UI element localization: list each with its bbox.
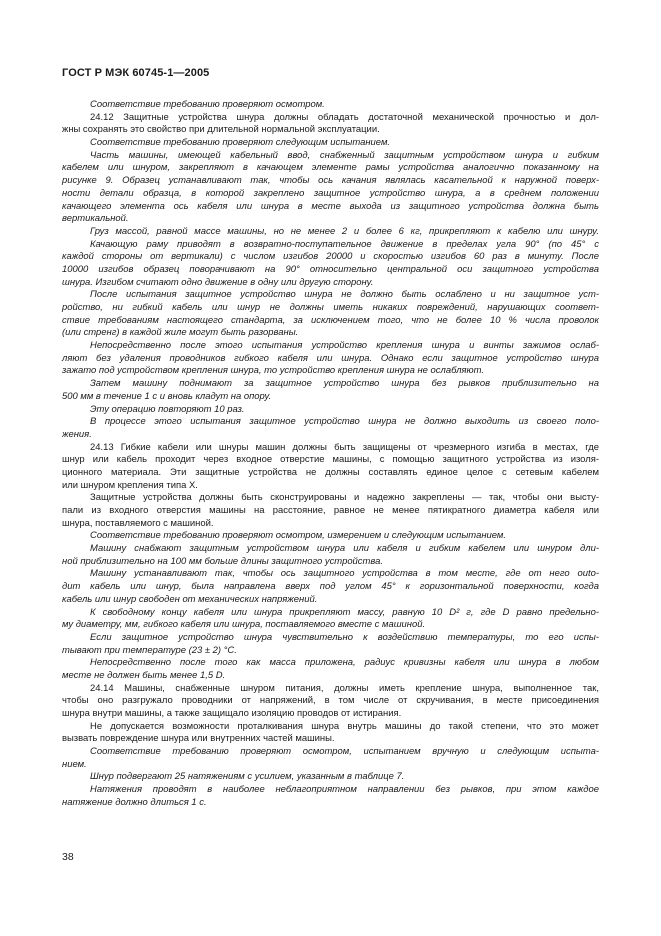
text-line: (или стренг) в каждой жиле могут быть разорваны. xyxy=(62,327,299,339)
text-line: ляют без удаления проводников гибкого кабеля или шнура. Однако если защитное устройство шнура xyxy=(62,352,599,364)
text-line: 24.13 Гибкие кабели или шнуры машин должны быть защищены от чрезмерного изгиба в местах, где xyxy=(90,441,599,453)
text-line: Соответствие требованию проверяют следующим испытанием. xyxy=(90,137,391,149)
text-line: шнур или кабель проходит через входное отверстие машины, с помощью защитного устройства из изоля- xyxy=(62,454,599,466)
document-header: ГОСТ Р МЭК 60745-1—2005 xyxy=(62,67,210,79)
text-line: шнура. Изгибом считают одно движение в одну или другую сторону. xyxy=(62,276,374,288)
text-line: Непосредственно после этого испытания устройство крепления шнура и винты зажимов ослаб- xyxy=(90,340,599,352)
text-line: Качающую раму приводят в возвратно-поступательное движение в пределах угла 90° (по 45° с xyxy=(90,238,599,250)
text-line: Груз массой, равной массе машины, но не менее 2 и более 6 кг, прикрепляют к кабелю или шнуру. xyxy=(90,225,599,237)
text-line: вызвать повреждение шнура или внутренних частей машины. xyxy=(62,733,335,745)
text-line: пали из входного отверстия машины на расстояние, равное не менее пятикратного диаметра кабеля или xyxy=(62,505,599,516)
text-line: жения. xyxy=(62,428,92,440)
text-line: Часть машины, имеющей кабельный ввод, снабженный защитным устройством шнура и гибким xyxy=(90,149,599,161)
text-line: Защитные устройства должны быть сконструированы и надежно закреплены — так, чтобы они высту- xyxy=(90,492,599,504)
text-line: ной приблизительно на 100 мм больше длины защитного устройства. xyxy=(62,555,383,567)
page-number: 38 xyxy=(62,851,74,863)
text-line: или шнуром крепления типа X. xyxy=(62,479,198,491)
text-line: кабелем или шнуром, закрепляют в качающем элементе рамы устройства аналогично показанному на xyxy=(62,162,599,174)
text-line: Эту операцию повторяют 10 раз. xyxy=(90,403,245,415)
text-line: вертикальной. xyxy=(62,213,129,225)
text-line: ствие требованиям настоящего стандарта, за исключением того, что не более 10 % числа проволок xyxy=(62,314,599,326)
text-line: Не допускается возможности проталкивания шнура внутрь машины до такой степени, что это может xyxy=(90,720,599,732)
text-line: качающего элемента ось кабеля или шнура в месте выхода из защитного устройства должна быть xyxy=(62,200,599,212)
text-line: ности детали образца, в которой закреплено защитное устройство шнура, а в среднем положении xyxy=(62,187,599,199)
text-line: Непосредственно после того как масса приложена, радиус кривизны кабеля или шнура в любом xyxy=(90,657,599,669)
text-line: Соответствие требованию проверяют осмотром. xyxy=(90,99,325,110)
text-line: шнура, поставляемого с машиной. xyxy=(62,517,214,529)
text-line: зажато под устройством крепления шнура, то устройство крепления шнура не ослабляют. xyxy=(62,365,485,377)
text-line: Затем машину поднимают за защитное устройство шнура без рывков приблизительно на xyxy=(90,378,599,390)
text-line: дит кабель или шнур, была направлена вверх под углом 45° к горизонтальной поверхности, когда xyxy=(62,581,599,593)
text-line: ройство, ни гибкий кабель или шнур не должны иметь никаких повреждений, нарушающих соответ- xyxy=(62,302,599,313)
text-line: тывают при температуре (23 ± 2) °С. xyxy=(62,644,237,656)
text-line: Если защитное устройство шнура чувствительно к воздействию температуры, то его испы- xyxy=(90,631,599,643)
text-line: 24.12 Защитные устройства шнура должны обладать достаточной механической прочностью и дол- xyxy=(90,111,599,123)
text-line: 500 мм в течение 1 с и вновь кладут на опору. xyxy=(62,390,272,402)
text-line: ционного материала. Эти защитные устройства не должны составлять единое целое с сетевым кабелем xyxy=(62,466,599,478)
text-line: После испытания защитное устройство шнура не должно быть ослаблено и ни защитное уст- xyxy=(90,289,599,301)
text-line: К свободному концу кабеля или шнура прикрепляют массу, равную 10 D² г, где D равно предельно- xyxy=(90,606,599,618)
text-line: Машину снабжают защитным устройством шнура или кабеля и гибким кабелем или шнуром дли- xyxy=(90,543,599,555)
text-line: 24.14 Машины, снабженные шнуром питания, должны иметь крепление шнура, выполненное так, xyxy=(90,682,599,694)
text-line: Соответствие требованию проверяют осмотром, испытанием вручную и следующим испыта- xyxy=(90,746,599,758)
text-line: жны сохранять это свойство при длительной нормальной эксплуатации. xyxy=(62,124,380,136)
text-line: Натяжения проводят в наиболее неблагоприятном направлении без рывков, при этом каждое xyxy=(90,784,599,796)
text-line: натяжение должно длиться 1 с. xyxy=(62,796,207,808)
text-line: Шнур подвергают 25 натяжениям с усилием, указанным в таблице 7. xyxy=(90,771,405,783)
text-line: нием. xyxy=(62,758,87,770)
text-line: му диаметру, мм, гибкого кабеля или шнура, поставляемого вместе с машиной. xyxy=(62,619,426,631)
text-line: Машину устанавливают так, чтобы ось защитного устройства в том месте, где от него outo- xyxy=(90,568,599,580)
text-line: В процессе этого испытания защитное устройство шнура не должно выходить из своего поло- xyxy=(90,416,599,428)
text-line: чтобы оно разгружало проводники от напряжений, в том числе от скручивания, в месте присоединения xyxy=(62,695,599,707)
text-line: месте не должен быть менее 1,5 D. xyxy=(62,669,226,681)
text-line: Соответствие требованию проверяют осмотром, измерением и следующим испытанием. xyxy=(90,530,506,542)
text-line: каждой стороны от вертикали) с числом изгибов 20000 и скоростью изгибов 60 раз в минуту. После xyxy=(62,251,599,263)
text-line: рисунке 9. Образец устанавливают так, чтобы ось качания являлась касательной к наружной поверх- xyxy=(62,175,599,187)
text-line: шнура внутри машины, а также защищало изоляцию проводов от истирания. xyxy=(62,708,402,719)
document-body xyxy=(62,99,599,810)
text-line: 10000 изгибов образец поворачивают на 90° относительно центральной оси защитного устройства xyxy=(62,263,599,275)
text-line: кабель или шнур свободен от механических напряжений. xyxy=(62,593,318,605)
